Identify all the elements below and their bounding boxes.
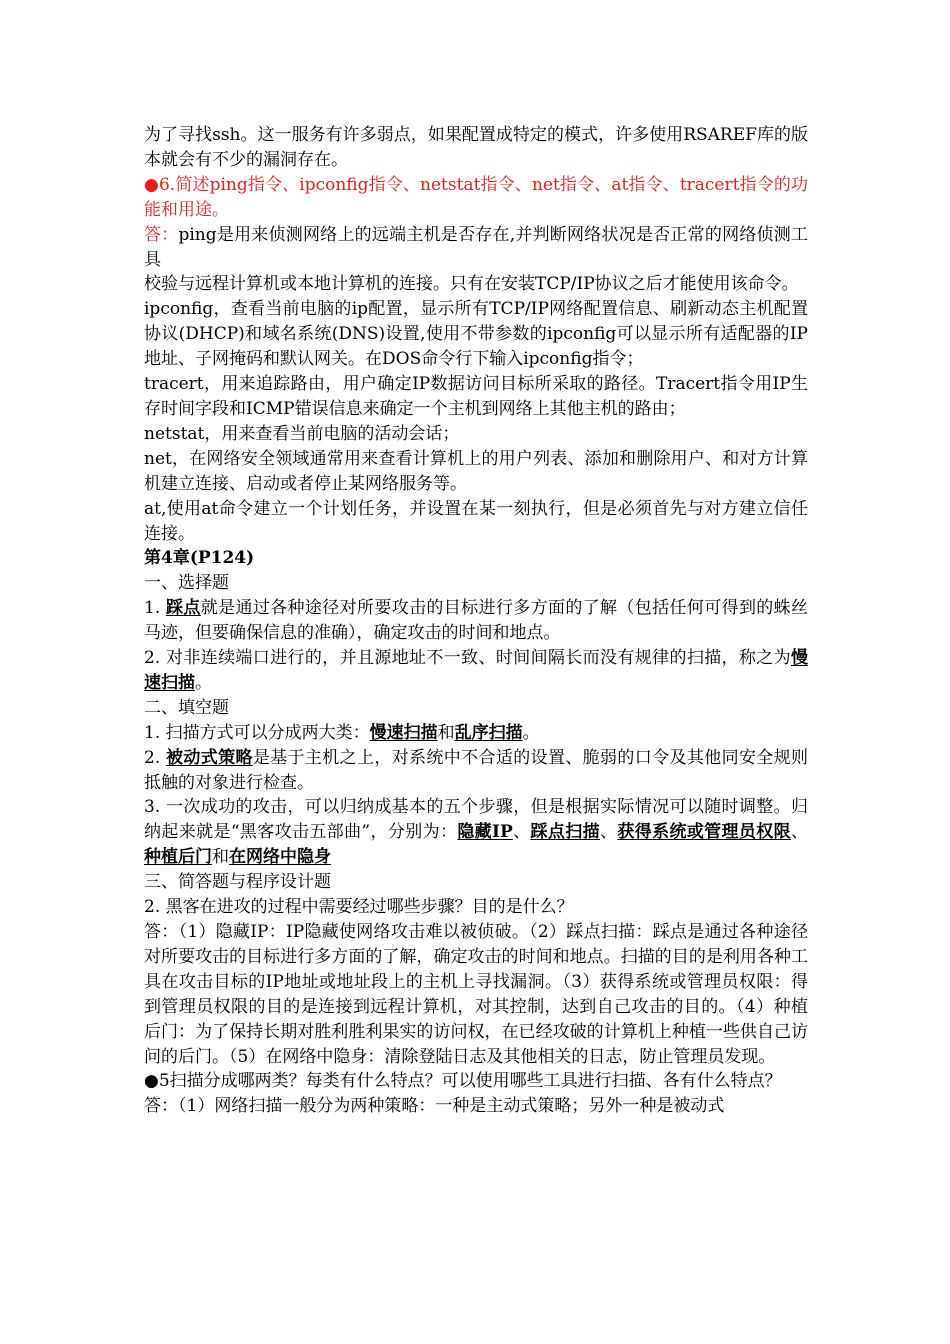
short-question-5: ●5扫描分成哪两类？每类有什么特点？可以使用哪些工具进行扫描、各有什么特点？ <box>144 1071 782 1092</box>
paragraph-ping-continued: 校验与远程计算机或本地计算机的连接。只有在安装TCP/IP协议之后才能使用该命令。 <box>144 274 799 295</box>
answer-term-slow-scan: 慢速扫描 <box>144 648 808 693</box>
separator: 、 <box>512 822 531 843</box>
answer-term-passive-strategy: 被动式策略 <box>166 747 253 768</box>
question-text: 1. 扫描方式可以分成两大类： <box>144 722 370 743</box>
short-answer-2: 答：（1）隐藏IP：IP隐藏使网络攻击难以被侦破。（2）踩点扫描：踩点是通过各种途径对所要攻击的目标进行多方面的了解，确定攻击的时间和地点。扫描的目的是利用各种工具在攻击目标的IP地址或地址段上的主机上寻找漏洞。（3）获得系统或管理员权限：得到管理员权限的目的是连接到远程计算机，对其控制，达到自己攻击的目的。（4）种植后门：为了保持长期对胜利胜利果实的访问权，在已经攻破的计算机上种植一些供自己访问的后门。（5）在网络中隐身：清除登陆日志及其他相关的日志，防止管理员发现。 <box>144 922 808 1067</box>
conjunction: 和 <box>437 722 455 743</box>
answer-term-footprinting: 踩点 <box>166 598 201 619</box>
fill-question-2 <box>144 746 808 796</box>
answer-term-gain-privileges: 获得系统或管理员权限 <box>617 822 792 843</box>
chapter-4-heading: 第4章(P124) <box>144 548 255 569</box>
question-number: 1. <box>144 598 166 619</box>
answer-label: 答： <box>144 224 179 245</box>
answer-term-plant-backdoor: 种植后门 <box>144 847 212 868</box>
paragraph-ipconfig: ipconfig，查看当前电脑的ip配置，显示所有TCP/IP网络配置信息、刷新动态主机配置协议(DHCP)和域名系统(DNS)设置,使用不带参数的ipconfig可以显示所有适配器的IP地址、子网掩码和默认网关。在DOS命令行下输入ipconfig指令； <box>144 299 808 370</box>
answer-term-footprint-scan: 踩点扫描 <box>530 822 600 843</box>
choice-question-2 <box>144 646 808 696</box>
question-text: 3. 一次成功的攻击，可以归纳成基本的五个步骤，但是根据实际情况可以随时调整。归纳起来就是“黑客攻击五部曲”，分别为： <box>144 797 808 843</box>
answer-term-slow-scan: 慢速扫描 <box>369 722 438 743</box>
punctuation: 。 <box>195 672 212 693</box>
section-choice-heading: 一、选择题 <box>144 573 229 594</box>
separator: 、 <box>791 822 809 843</box>
question-text: 是基于主机之上，对系统中不合适的设置、脆弱的口令及其他同安全规则抵触的对象进行检查。 <box>144 747 809 793</box>
paragraph-tracert: tracert，用来追踪路由，用户确定IP数据访问目标所采取的路径。Tracert指令用IP生存时间字段和ICMP错误信息来确定一个主机到网络上其他主机的路由； <box>144 374 808 419</box>
answer-term-random-scan: 乱序扫描 <box>454 722 523 743</box>
paragraph-at: at,使用at命令建立一个计划任务，并设置在某一刻执行，但是必须首先与对方建立信任连接。 <box>144 498 808 544</box>
answer-term-hide-ip: 隐藏IP <box>457 822 513 843</box>
answer-6-ping <box>144 223 808 273</box>
section-short-answer-heading: 三、简答题与程序设计题 <box>144 872 331 893</box>
fill-question-1 <box>144 721 808 746</box>
paragraph-netstat: netstat，用来查看当前电脑的活动会话； <box>144 423 460 444</box>
question-text: 2. 对非连续端口进行的，并且源地址不一致、时间间隔长而没有规律的扫描，称之为 <box>144 648 791 669</box>
punctuation: 。 <box>522 722 540 743</box>
paragraph-net: net，在网络安全领域通常用来查看计算机上的用户列表、添加和删除用户、和对方计算机建立连接、启动或者停止某网络服务等。 <box>144 448 808 494</box>
ping-description: ping是用来侦测网络上的远端主机是否存在,并判断网络状况是否正常的网络侦测工具 <box>144 224 809 270</box>
fill-question-3 <box>144 795 808 870</box>
choice-question-1 <box>144 596 808 646</box>
section-fill-heading: 二、填空题 <box>144 697 229 718</box>
question-6-heading: ●6.简述ping指令、ipconfig指令、netstat指令、net指令、at指令、tracert指令的功能和用途。 <box>144 174 808 220</box>
question-number: 2. <box>144 747 166 768</box>
conjunction: 和 <box>212 847 229 868</box>
short-question-2: 2. 黑客在进攻的过程中需要经过哪些步骤？目的是什么？ <box>144 897 574 918</box>
document-body <box>144 123 808 1119</box>
paragraph-ssh-note: 为了寻找ssh。这一服务有许多弱点，如果配置成特定的模式，许多使用RSAREF库的版本就会有不少的漏洞存在。 <box>144 125 808 170</box>
answer-term-hide-in-network: 在网络中隐身 <box>229 847 331 868</box>
short-answer-5: 答：（1）网络扫描一般分为两种策略：一种是主动式策略；另外一种是被动式 <box>144 1096 725 1117</box>
separator: 、 <box>599 822 618 843</box>
question-text: 就是通过各种途径对所要攻击的目标进行多方面的了解（包括任何可得到的蛛丝马迹，但要确保信息的准确），确定攻击的时间和地点。 <box>144 598 809 644</box>
